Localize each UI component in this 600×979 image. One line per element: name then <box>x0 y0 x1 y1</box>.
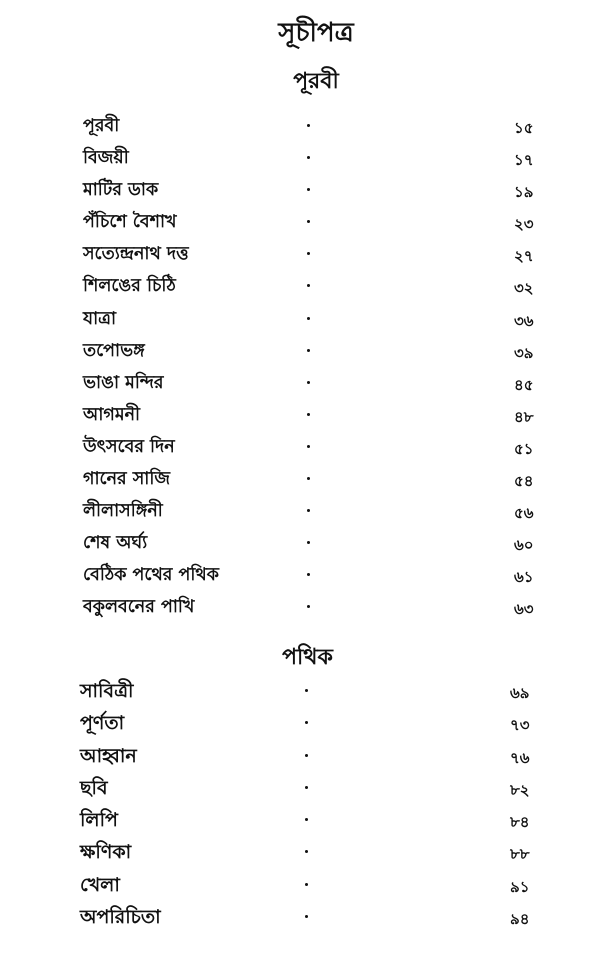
entry-title: পূর্ণতা <box>80 712 125 735</box>
toc-entry <box>0 402 600 434</box>
entry-title: সাবিত্রী <box>80 680 134 702</box>
toc-entry <box>0 678 600 710</box>
toc-entry <box>0 370 600 402</box>
page-number: ৩৯ <box>514 343 534 362</box>
section-title-pathik: পথিক <box>282 645 333 670</box>
entry-title: উৎসবের দিন <box>83 436 175 457</box>
entry-title: শেষ অর্ঘ্য <box>83 533 148 554</box>
leader-dot <box>307 124 310 127</box>
toc-entry <box>0 775 600 807</box>
page-number: ৫১ <box>514 439 534 458</box>
entry-title: সত্যেন্দ্রনাথ দত্ত <box>83 244 189 265</box>
leader-dot <box>305 818 308 821</box>
entry-title: মাটির ডাক <box>83 180 159 201</box>
toc-entry <box>0 209 600 241</box>
leader-dot <box>307 573 310 576</box>
leader-dot <box>305 721 308 724</box>
page-number: ৬৩ <box>514 600 534 619</box>
leader-dot <box>307 477 310 480</box>
entry-title: বিজয়ী <box>83 148 129 169</box>
leader-dot <box>305 786 308 789</box>
entry-title: লীলাসঙ্গিনী <box>83 501 163 522</box>
leader-dot <box>305 689 308 692</box>
page-number: ৬১ <box>514 568 534 587</box>
page-number: ৮২ <box>510 780 530 799</box>
page-number: ৪৮ <box>514 407 534 426</box>
entry-title: ভাঙা মন্দির <box>83 372 164 393</box>
leader-dot <box>307 509 310 512</box>
entry-title: খেলা <box>80 873 120 896</box>
page-number: ৩২ <box>514 279 534 298</box>
page-number: ৫৬ <box>514 504 534 523</box>
page-number: ১৯ <box>514 183 534 202</box>
leader-dot <box>307 381 310 384</box>
leader-dot <box>307 349 310 352</box>
leader-dot <box>305 883 308 886</box>
page-number: ৭৩ <box>510 716 530 735</box>
toc-entry <box>0 743 600 775</box>
entry-title: আহ্বান <box>80 744 137 767</box>
entry-title: গানের সাজি <box>83 469 171 490</box>
toc-entry <box>0 498 600 530</box>
leader-dot <box>307 220 310 223</box>
leader-dot <box>307 317 310 320</box>
toc-entry <box>0 338 600 370</box>
entry-title: তপোভঙ্গ <box>83 340 145 361</box>
toc-entry <box>0 241 600 273</box>
toc-entry <box>0 594 600 626</box>
page-number: ৮৮ <box>510 845 530 864</box>
toc-entry <box>0 530 600 562</box>
toc-entry <box>0 273 600 305</box>
page-number: ৩৬ <box>514 311 534 330</box>
entry-title: যাত্রা <box>83 308 117 329</box>
toc-entry <box>0 872 600 904</box>
entry-title: আগমনী <box>83 404 141 425</box>
toc-entry <box>0 562 600 594</box>
toc-entry <box>0 466 600 498</box>
leader-dot <box>307 445 310 448</box>
page-number: ৫৪ <box>514 472 534 491</box>
entry-title: বকুলবনের পাখি <box>83 597 195 618</box>
leader-dot <box>307 541 310 544</box>
entry-title: ছবি <box>80 776 108 799</box>
page-title: সূচীপত্র <box>278 18 354 48</box>
entry-title: বেঠিক পথের পথিক <box>83 565 219 586</box>
toc-entry <box>0 710 600 742</box>
toc-entry <box>0 807 600 839</box>
page-number: ৬০ <box>514 536 534 555</box>
page-number: ৬৯ <box>510 684 530 702</box>
toc-entry <box>0 904 600 936</box>
entry-title: লিপি <box>80 809 118 832</box>
leader-dot <box>305 850 308 853</box>
section-title-purabi: পূরবী <box>293 69 339 94</box>
page-number: ৯১ <box>510 877 530 896</box>
page-number: ৯৪ <box>510 910 530 929</box>
toc-list-pathik <box>0 678 600 936</box>
leader-dot <box>307 156 310 159</box>
toc-entry <box>0 839 600 871</box>
leader-dot <box>305 915 308 918</box>
toc-list-purabi <box>0 113 600 627</box>
toc-entry <box>0 145 600 177</box>
page-number: ১৫ <box>514 119 534 137</box>
page-number: ২৭ <box>514 247 534 266</box>
entry-title: শিলঙের চিঠি <box>83 276 176 297</box>
leader-dot <box>307 413 310 416</box>
leader-dot <box>307 284 310 287</box>
toc-entry <box>0 177 600 209</box>
toc-entry <box>0 434 600 466</box>
entry-title: পূরবী <box>83 116 120 136</box>
page-number: ২৩ <box>514 215 534 234</box>
page-number: ৪৫ <box>514 375 534 394</box>
page-number: ৮৪ <box>510 813 530 832</box>
leader-dot <box>305 754 308 757</box>
toc-entry <box>0 113 600 145</box>
entry-title: অপরিচিতা <box>80 906 161 929</box>
page-number: ৭৬ <box>510 748 530 767</box>
toc-entry <box>0 306 600 338</box>
leader-dot <box>307 605 310 608</box>
leader-dot <box>307 188 310 191</box>
page-number: ১৭ <box>514 151 534 170</box>
entry-title: পঁচিশে বৈশাখ <box>83 212 177 233</box>
entry-title: ক্ষণিকা <box>80 841 132 864</box>
leader-dot <box>307 252 310 255</box>
